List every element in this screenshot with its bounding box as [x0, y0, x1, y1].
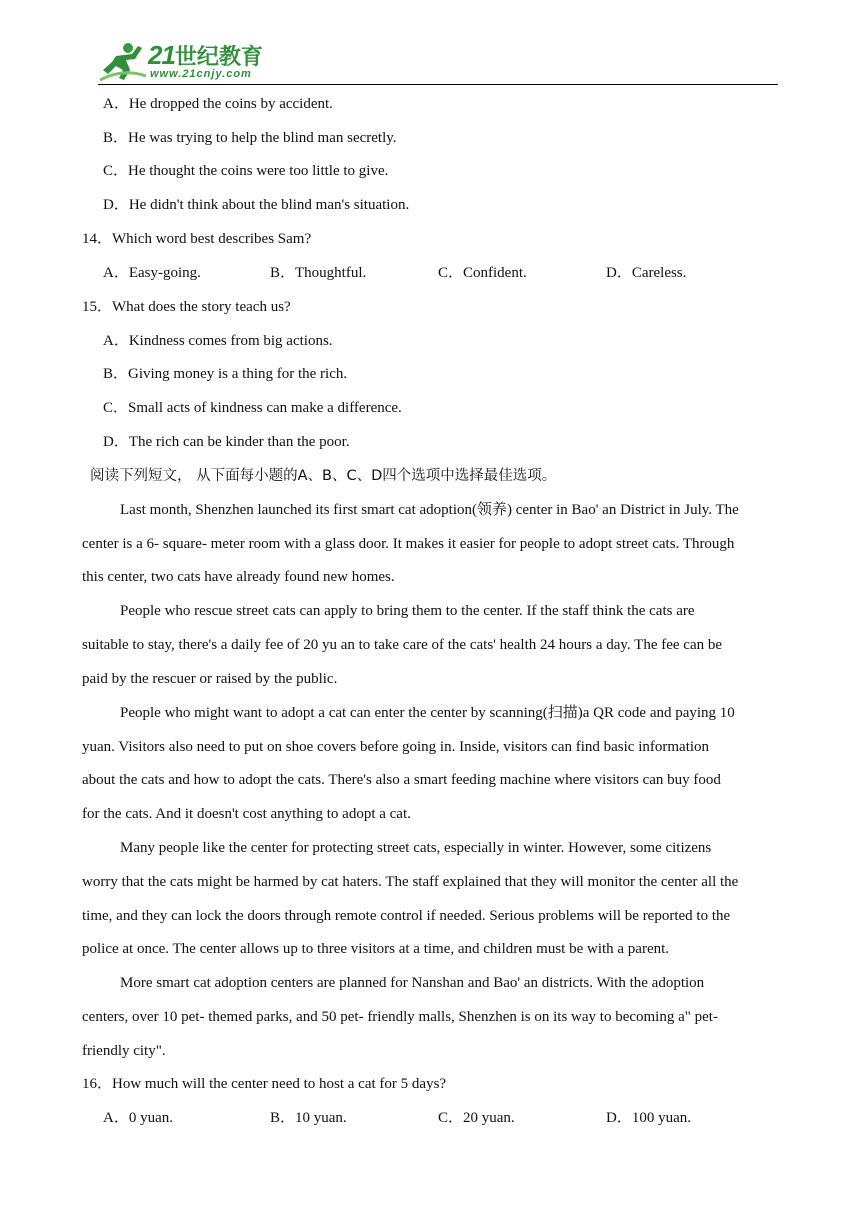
logo-cn-text: 世纪教育 [174, 44, 263, 69]
passage-line: yuan. Visitors also need to put on shoe covers before going in. Inside, visitors can find basic information [82, 739, 710, 755]
passage-line: People who might want to adopt a cat can enter the center by scanning(扫描)a QR code and paying 10 [120, 705, 735, 721]
q14-option-c: C．Confident. [438, 265, 527, 281]
q13-option-a: A．He dropped the coins by accident. [103, 96, 333, 112]
passage-line: suitable to stay, there's a daily fee of 20 yu an to take care of the cats' health 24 hours a day. The fee can be [82, 637, 723, 653]
q15-option-b: B．Giving money is a thing for the rich. [103, 366, 348, 382]
passage-line: centers, over 10 pet- themed parks, and 50 pet- friendly malls, Shenzhen is on its way to becoming a" pet- [82, 1009, 718, 1025]
logo-url: www.21cnjy.com [150, 68, 252, 80]
passage-line: this center, two cats have already found new homes. [82, 569, 395, 585]
passage-line: Many people like the center for protecting street cats, especially in winter. However, some citizens [120, 840, 712, 856]
passage-line: People who rescue street cats can apply to bring them to the center. If the staff think the cats are [120, 603, 695, 619]
site-logo [98, 38, 268, 84]
q13-option-c: C．He thought the coins were too little to give. [103, 163, 389, 179]
q14-option-d: D．Careless. [606, 265, 687, 281]
logo-number: 21 [148, 40, 175, 70]
passage-line: for the cats. And it doesn't cost anything to adopt a cat. [82, 806, 411, 822]
q15-stem: 15．What does the story teach us? [82, 299, 291, 315]
q14-stem: 14．Which word best describes Sam? [82, 231, 312, 247]
q15-option-c: C．Small acts of kindness can make a difference. [103, 400, 402, 416]
q14-options-row [0, 263, 860, 283]
q15-option-a: A．Kindness comes from big actions. [103, 333, 333, 349]
passage-line: center is a 6- square- meter room with a glass door. It makes it easier for people to adopt street cats. Through [82, 536, 735, 552]
passage-line: police at once. The center allows up to three visitors at a time, and children must be with a parent. [82, 941, 670, 957]
q16-option-b: B．10 yuan. [270, 1110, 347, 1126]
q16-option-a: A．0 yuan. [103, 1110, 173, 1126]
passage-line: paid by the rescuer or raised by the public. [82, 671, 338, 687]
passage-line: More smart cat adoption centers are planned for Nanshan and Bao' an districts. With the adoption [120, 975, 705, 991]
passage-line: time, and they can lock the doors through remote control if needed. Serious problems will be reported to the [82, 908, 731, 924]
q16-options-row [0, 1108, 860, 1128]
passage-line: friendly city". [82, 1043, 166, 1059]
q14-option-a: A．Easy-going. [103, 265, 201, 281]
passage-line: worry that the cats might be harmed by cat haters. The staff explained that they will monitor the center all the [82, 874, 739, 890]
q13-option-b: B．He was trying to help the blind man secretly. [103, 130, 397, 146]
q16-stem: 16．How much will the center need to host a cat for 5 days? [82, 1076, 447, 1092]
passage-line: Last month, Shenzhen launched its first smart cat adoption(领养) center in Bao' an District in July. The [120, 502, 739, 518]
runner-logo-icon [98, 40, 148, 82]
page-header [98, 38, 778, 86]
q16-option-d: D．100 yuan. [606, 1110, 691, 1126]
passage-line: about the cats and how to adopt the cats. There's also a smart feeding machine where visitors can buy food [82, 772, 721, 788]
section-instruction: 阅读下列短文， 从下面每小题的A、B、C、D四个选项中选择最佳选项。 [90, 468, 557, 484]
q15-option-d: D．The rich can be kinder than the poor. [103, 434, 350, 450]
logo-wordmark [148, 40, 263, 71]
q14-option-b: B．Thoughtful. [270, 265, 367, 281]
q13-option-d: D．He didn't think about the blind man's situation. [103, 197, 410, 213]
q16-option-c: C．20 yuan. [438, 1110, 515, 1126]
header-divider [98, 84, 778, 85]
